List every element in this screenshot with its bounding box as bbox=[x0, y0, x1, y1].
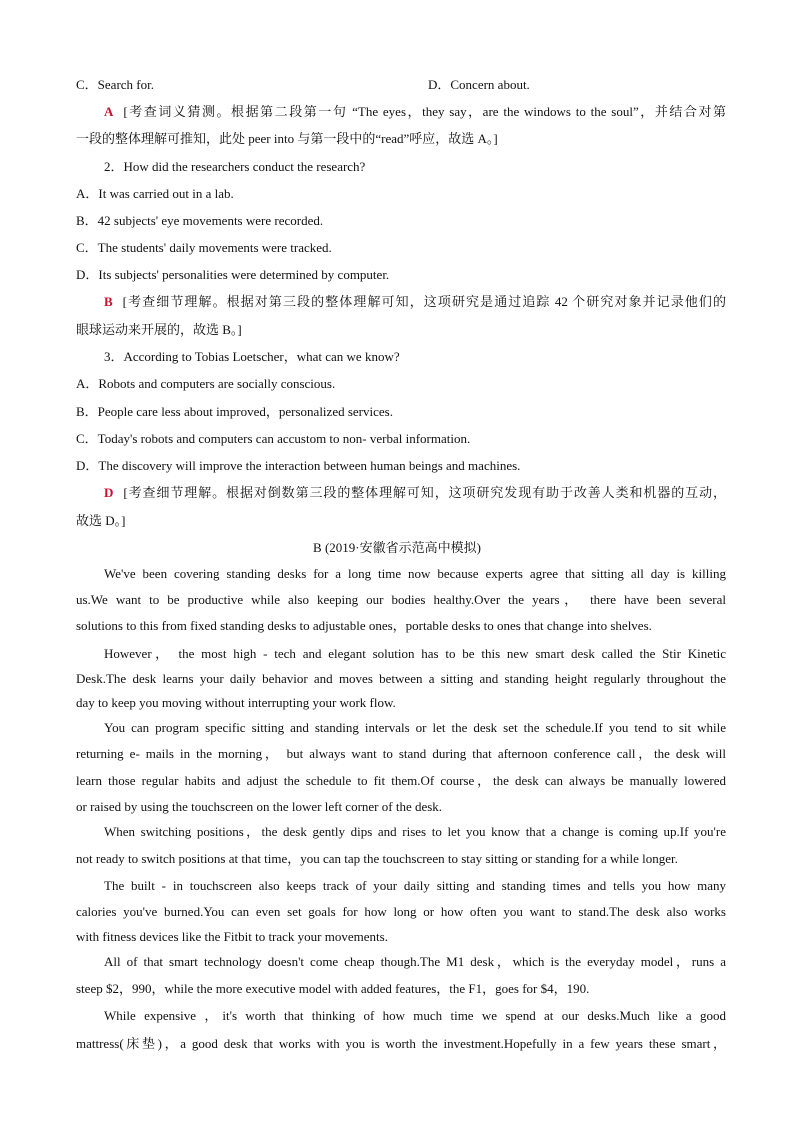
q3-answer-letter: D bbox=[104, 485, 114, 500]
passage-line: mattress(床垫)，a good desk that works with you is worth the investment.Hopefully in a few years these smart， bbox=[76, 1036, 726, 1051]
q2-option-c: C．The students' daily movements were tracked. bbox=[76, 240, 332, 255]
q2-explanation-line-1: B [考查细节理解。根据对第三段的整体理解可知，这项研究是通过追踪 42 个研究对象并记录他们的 bbox=[104, 294, 726, 309]
passage-line: All of that smart technology doesn't come cheap though.The M1 desk，which is the everyday model，runs a bbox=[104, 954, 726, 969]
passage-line: We've been covering standing desks for a long time now because experts agree that sitting all day is killing bbox=[104, 566, 726, 581]
passage-line: with fitness devices like the Fitbit to track your movements. bbox=[76, 929, 388, 944]
passage-line: However， the most high - tech and elegant solution has to be this new smart desk called the Stir Kinetic bbox=[104, 646, 726, 661]
q3-option-c: C．Today's robots and computers can accustom to non- verbal information. bbox=[76, 431, 471, 446]
q1-option-d: D．Concern about. bbox=[428, 77, 530, 92]
q1-answer-letter: A bbox=[104, 104, 114, 119]
q2-option-a: A．It was carried out in a lab. bbox=[76, 186, 234, 201]
q2-option-d: D．Its subjects' personalities were determined by computer. bbox=[76, 267, 390, 282]
q2-answer-letter: B bbox=[104, 294, 113, 309]
passage-line: us.We want to be productive while also keeping our bodies healthy.Over the years， there have been several bbox=[76, 592, 726, 607]
q3-stem: 3．According to Tobias Loetscher，what can we know? bbox=[104, 349, 400, 364]
q3-explanation-line-2: 故选 D。] bbox=[76, 513, 126, 528]
q1-option-c: C．Search for. bbox=[76, 77, 154, 92]
q3-option-b: B．People care less about improved，personalized services. bbox=[76, 404, 393, 419]
passage-line: You can program specific sitting and standing intervals or let the desk set the schedule.If you tend to sit while bbox=[104, 720, 726, 735]
passage-line: When switching positions，the desk gently dips and rises to let you know that a change is coming up.If you're bbox=[104, 824, 726, 839]
passage-line: Desk.The desk learns your daily behavior and moves between a sitting and standing height regularly throughout the bbox=[76, 671, 726, 686]
passage-line: steep $2，990，while the more executive model with added features，the F1，goes for $4，190. bbox=[76, 981, 590, 996]
passage-line: calories you've burned.You can even set goals for how long or how often you want to stand.The desk also works bbox=[76, 904, 726, 919]
passage-line: returning e- mails in the morning， but always want to stand during that afternoon conference call，the desk will bbox=[76, 746, 726, 761]
passage-line: day to keep you moving without interrupting your work flow. bbox=[76, 695, 396, 710]
passage-line: learn those regular habits and adjust the schedule to fit them.Of course，the desk can always be manually lowered bbox=[76, 773, 726, 788]
q3-option-a: A．Robots and computers are socially conscious. bbox=[76, 376, 336, 391]
q2-stem: 2．How did the researchers conduct the research? bbox=[104, 159, 366, 174]
q1-options-cd bbox=[76, 76, 726, 94]
q3-explanation-line-1: D [考查细节理解。根据对倒数第三段的整体理解可知，这项研究发现有助于改善人类和机器的互动， bbox=[104, 485, 726, 500]
passage-line: The built - in touchscreen also keeps track of your daily sitting and standing times and tells you how many bbox=[104, 878, 726, 893]
q1-explanation-line-2: 一段的整体理解可推知，此处 peer into 与第一段中的“read”呼应，故选 A。] bbox=[76, 131, 498, 146]
q3-option-d: D．The discovery will improve the interaction between human beings and machines. bbox=[76, 458, 521, 473]
q2-option-b: B．42 subjects' eye movements were recorded. bbox=[76, 213, 324, 228]
passage-line: not ready to switch positions at that time，you can tap the touchscreen to stay sitting or standing for a while longer. bbox=[76, 851, 678, 866]
passage-b-heading: B (2019·安徽省示范高中模拟) bbox=[313, 540, 481, 555]
passage-line: solutions to this from fixed standing desks to adjustable ones，portable desks to ones that change into shelves. bbox=[76, 618, 652, 633]
passage-line: or raised by using the touchscreen on the lower left corner of the desk. bbox=[76, 799, 443, 814]
q2-explanation-line-2: 眼球运动来开展的，故选 B。] bbox=[76, 322, 242, 337]
passage-line: While expensive ，it's worth that thinking of how much time we spend at our desks.Much like a good bbox=[104, 1008, 726, 1023]
q1-explanation-line-1: A [考查词义猜测。根据第二段第一句 “The eyes，they say，are the windows to the soul”，并结合对第 bbox=[104, 104, 726, 119]
